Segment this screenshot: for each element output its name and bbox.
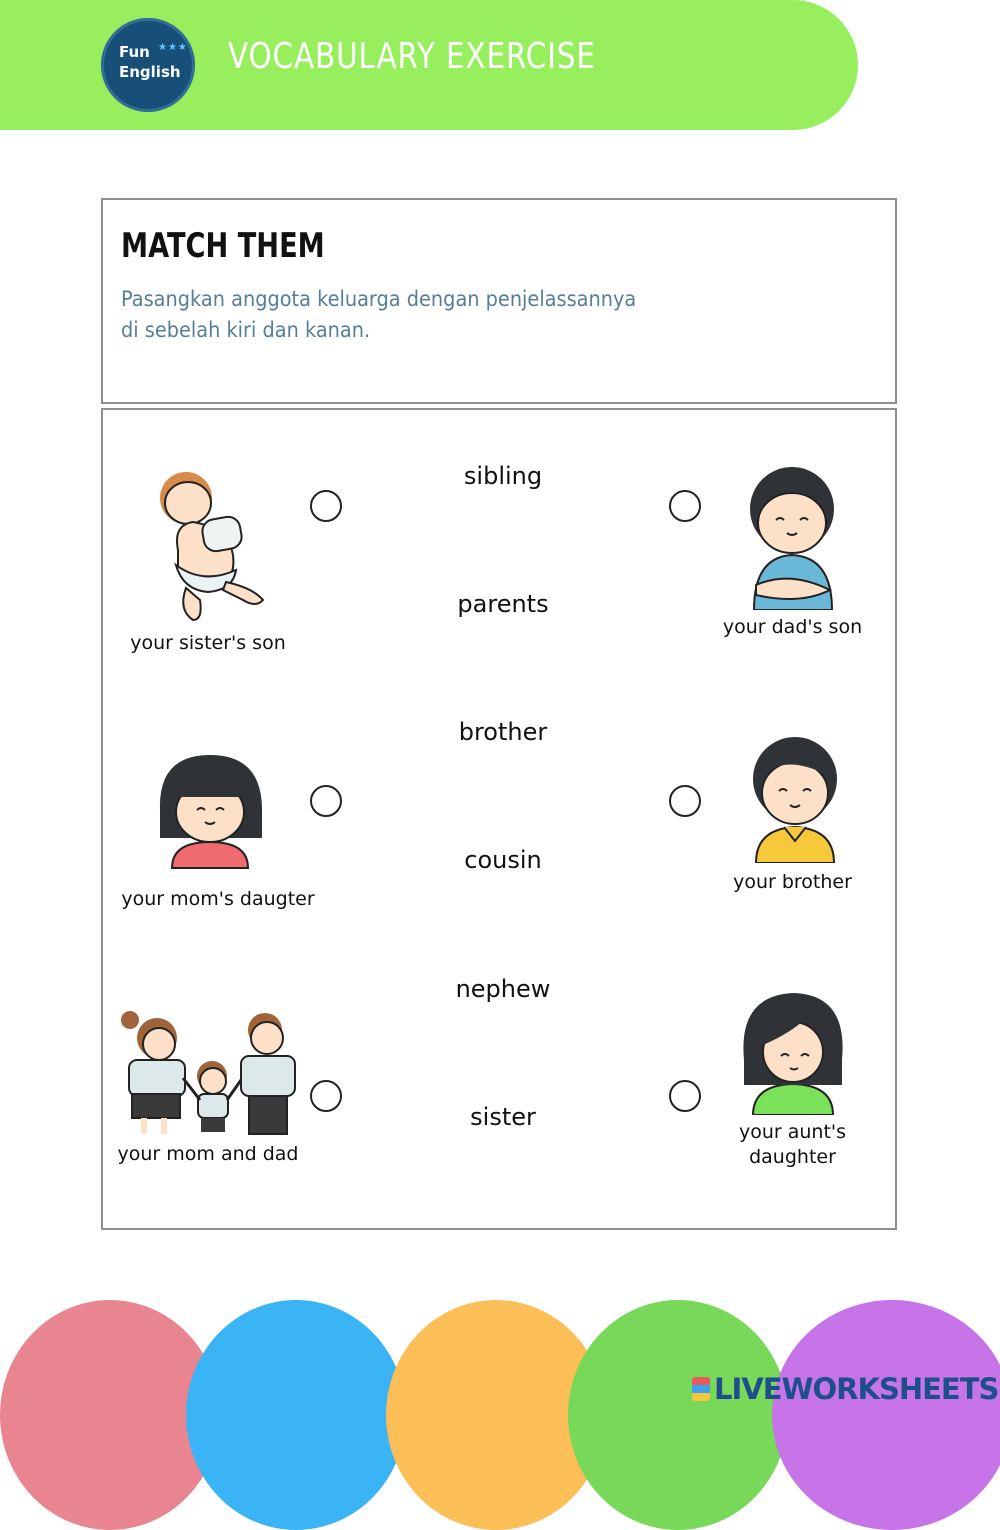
word-parents: parents [457, 590, 549, 618]
caption-mom-and-dad: your mom and dad [117, 1143, 299, 1165]
logo-line-2: English [119, 63, 181, 81]
word-nephew: nephew [455, 975, 551, 1003]
baby-nephew-icon [148, 470, 273, 630]
instruction-line-1: Pasangkan anggota keluarga dengan penjelassannya [121, 287, 637, 311]
match-circle-left-2[interactable] [310, 785, 342, 817]
word-sister: sister [470, 1103, 536, 1131]
footer-bubble-purple [772, 1300, 1000, 1530]
caption-aunts-daughter [700, 1120, 885, 1170]
word-brother: brother [458, 718, 548, 746]
logo-line-1: Fun [119, 43, 150, 61]
liveworksheets-brand [692, 1372, 998, 1406]
match-circle-right-3[interactable] [669, 1080, 701, 1112]
word-cousin: cousin [464, 846, 542, 874]
brand-name: LIVEWORKSHEETS [714, 1372, 999, 1406]
girl-sister-icon [150, 750, 270, 870]
footer-bubble-green [568, 1300, 788, 1530]
boy-sibling-icon [748, 735, 843, 863]
match-circle-left-1[interactable] [310, 490, 342, 522]
caption-aunts-daughter-line-2: daughter [749, 1146, 836, 1168]
caption-aunts-daughter-line-1: your aunt's [738, 1121, 847, 1143]
page-title: VOCABULARY EXERCISE [228, 36, 596, 77]
liveworksheets-logo-icon [692, 1377, 710, 1401]
match-circle-right-2[interactable] [669, 785, 701, 817]
match-circle-right-1[interactable] [669, 490, 701, 522]
caption-dads-son: your dad's son [722, 616, 863, 638]
match-circle-left-3[interactable] [310, 1080, 342, 1112]
family-parents-icon [115, 1008, 305, 1138]
footer-bubble-blue [186, 1300, 406, 1530]
instruction-text [121, 284, 710, 346]
boy-brother-icon [740, 465, 845, 610]
fun-english-logo [101, 18, 195, 112]
girl-cousin-icon [738, 990, 848, 1115]
section-title: MATCH THEM [121, 226, 325, 266]
word-sibling: sibling [463, 462, 543, 490]
caption-moms-daughter: your mom's daugter [121, 888, 315, 910]
logo-stars-icon: ★★★ [158, 42, 188, 53]
instruction-line-2: di sebelah kiri dan kanan. [121, 318, 371, 342]
caption-sisters-son: your sister's son [130, 632, 286, 654]
caption-your-brother: your brother [733, 871, 852, 893]
